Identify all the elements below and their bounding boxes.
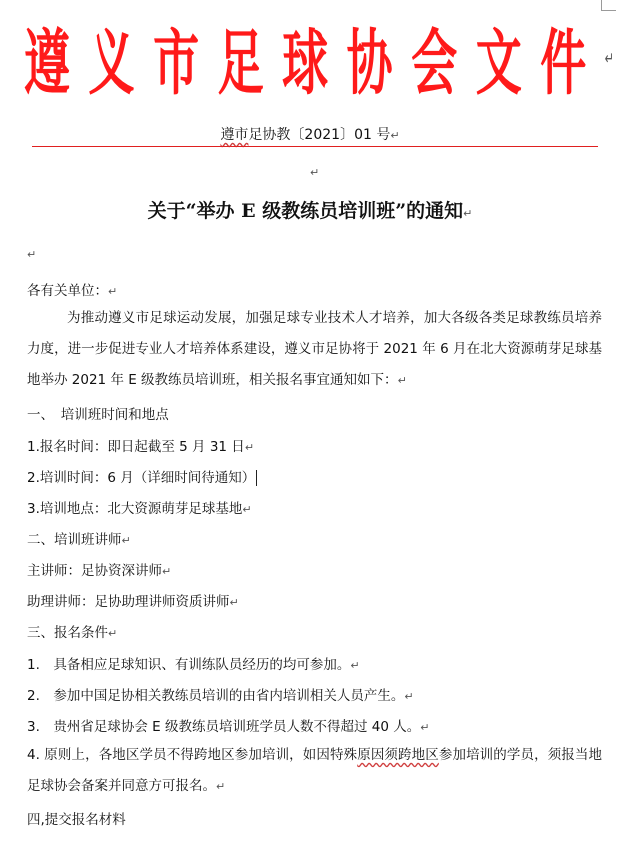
text-cursor bbox=[256, 470, 257, 486]
salutation bbox=[27, 279, 117, 299]
document-number bbox=[0, 124, 620, 144]
paragraph-mark: ↵ bbox=[244, 441, 255, 454]
letterhead bbox=[24, 0, 614, 136]
letterhead-char: 市 bbox=[153, 20, 200, 105]
intro-text: 为推动遵义市足球运动发展，加强足球专业技术人才培养，加大各级各类足球教练员培养力度，进一步促进专业人才培养体系建设，遵义市足协将于 2021 年 6 月在北大资源萌芽足球基地举办 2021 年 E 级教练员培训班，相关报名事宜通知如下： bbox=[27, 310, 602, 388]
letterhead-char: 件 bbox=[540, 20, 587, 105]
section-2-item bbox=[27, 559, 171, 579]
section-3-item bbox=[27, 684, 414, 704]
document-title bbox=[0, 196, 620, 223]
paragraph-mark: ↵ bbox=[242, 503, 252, 516]
item-text: 1.报名时间：即日起截至 5 月 31 日 bbox=[27, 439, 245, 455]
section-3-item-4 bbox=[27, 740, 602, 802]
section-1-item bbox=[27, 497, 252, 517]
letterhead-char: 遵 bbox=[24, 20, 70, 105]
paragraph-mark: ↵ bbox=[310, 166, 320, 179]
paragraph-mark: ↵ bbox=[420, 721, 430, 734]
item-text: 3.培训地点：北大资源萌芽足球基地 bbox=[27, 501, 243, 517]
letterhead-char: 义 bbox=[88, 20, 135, 105]
item-text-flagged: 原因须跨地区 bbox=[357, 747, 439, 763]
section-4-heading-text: 四,提交报名材料 bbox=[27, 812, 126, 828]
section-1-heading-text: 一、 培训班时间和地点 bbox=[27, 407, 169, 423]
item-text: 3. 贵州省足球协会 E 级教练员培训班学员人数不得超过 40 人。 bbox=[27, 719, 421, 735]
section-2-item bbox=[27, 590, 239, 610]
paragraph-mark: ↵ bbox=[216, 780, 226, 793]
paragraph-mark: ↵ bbox=[404, 690, 414, 703]
paragraph-mark: ↵ bbox=[390, 129, 400, 142]
section-2-heading-text: 二、培训班讲师 bbox=[27, 532, 122, 548]
section-3-item bbox=[27, 715, 429, 735]
letterhead-char: 足 bbox=[217, 20, 264, 105]
item-text: 助理讲师：足协助理讲师资质讲师 bbox=[27, 594, 230, 610]
item-text: 参加培训的学员，须报当地足球协会备案并同意方可报名。 bbox=[27, 747, 603, 794]
paragraph-mark: ↵ bbox=[397, 374, 407, 387]
item-text: 主讲师：足协资深讲师 bbox=[27, 563, 162, 579]
section-1-item bbox=[27, 435, 254, 455]
section-3-heading bbox=[27, 621, 117, 641]
section-1-heading bbox=[27, 403, 169, 423]
section-3-item bbox=[27, 653, 360, 673]
paragraph-mark: ↵ bbox=[604, 47, 614, 69]
paragraph-mark: ↵ bbox=[162, 565, 172, 578]
item-text: 1. 具备相应足球知识、有训练队员经历的均可参加。 bbox=[27, 657, 351, 673]
paragraph-mark: ↵ bbox=[108, 285, 118, 298]
doc-number-rest: 足协教〔2021〕01 号 bbox=[248, 127, 391, 143]
item-text: 4. 原则上，各地区学员不得跨地区参加培训，如因特殊 bbox=[27, 747, 358, 763]
section-3-heading-text: 三、报名条件 bbox=[27, 625, 108, 641]
paragraph-mark: ↵ bbox=[27, 248, 37, 261]
letterhead-char: 协 bbox=[346, 20, 393, 105]
paragraph-mark: ↵ bbox=[121, 534, 131, 547]
paragraph-mark: ↵ bbox=[350, 659, 360, 672]
intro-paragraph bbox=[27, 303, 602, 396]
letterhead-char: 会 bbox=[411, 20, 458, 105]
item-text: 2. 参加中国足协相关教练员培训的由省内培训相关人员产生。 bbox=[27, 688, 405, 704]
letterhead-char: 文 bbox=[475, 20, 522, 105]
paragraph-mark: ↵ bbox=[229, 596, 239, 609]
title-text: 关于“举办 E 级教练员培训班”的通知 bbox=[147, 200, 464, 222]
section-4-heading bbox=[27, 808, 126, 828]
letterhead-char: 球 bbox=[282, 20, 329, 105]
salutation-text: 各有关单位： bbox=[27, 283, 108, 299]
red-divider-line bbox=[32, 146, 598, 147]
doc-number-prefix: 遵市 bbox=[220, 127, 249, 143]
paragraph-mark: ↵ bbox=[463, 207, 473, 220]
item-text: 2.培训时间：6 月（详细时间待通知） bbox=[27, 470, 256, 486]
paragraph-mark: ↵ bbox=[108, 627, 118, 640]
section-2-heading bbox=[27, 528, 131, 548]
section-1-item bbox=[27, 466, 257, 486]
